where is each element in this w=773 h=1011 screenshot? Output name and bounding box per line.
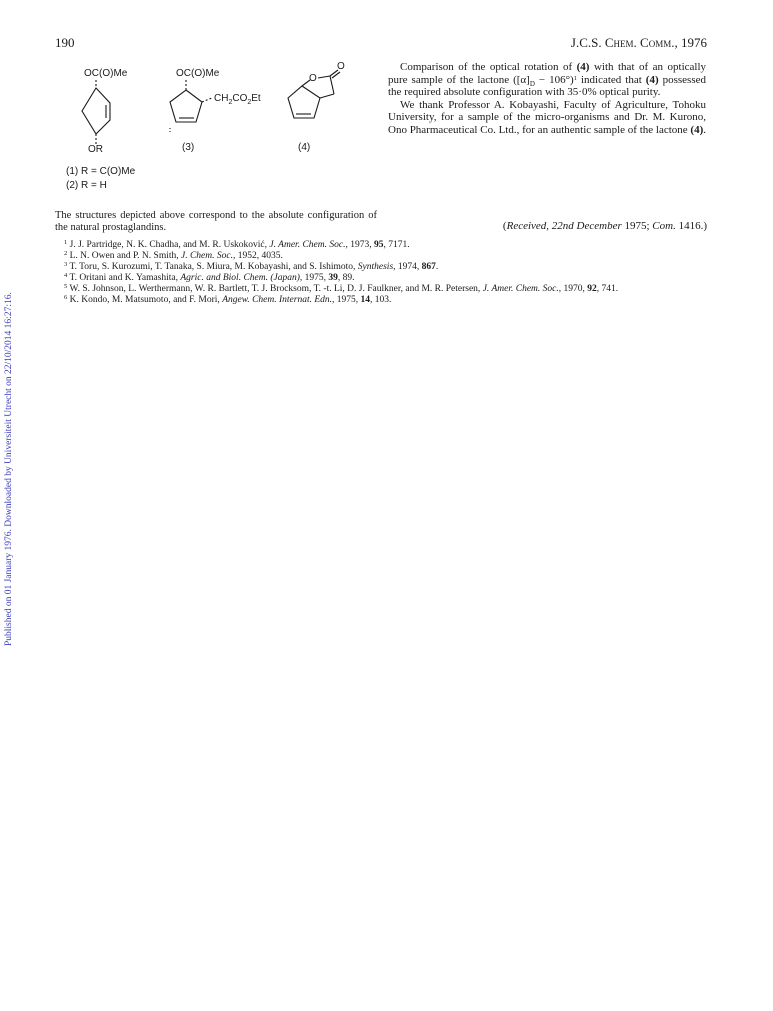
reference-year: , 1975, bbox=[332, 295, 361, 305]
side-chain-sub1: 2 bbox=[228, 99, 233, 106]
received-year: 1975; bbox=[621, 220, 653, 232]
compound1-ester-label: OC(O)Me bbox=[84, 68, 128, 79]
p1-compound-ref-a: (4) bbox=[576, 61, 590, 73]
compound4-ring-oxygen: O bbox=[309, 73, 317, 84]
compound4-cyclopentene bbox=[288, 86, 320, 118]
reference-authors: T. Oritani and K. Yamashita, bbox=[69, 273, 181, 283]
reference-item bbox=[55, 284, 707, 295]
reference-number: 1 bbox=[64, 239, 68, 246]
reference-item bbox=[55, 295, 707, 306]
reference-year: , 1974, bbox=[393, 262, 422, 272]
reference-journal: J. Amer. Chem. Soc. bbox=[269, 240, 346, 250]
side-chain-suffix: Et bbox=[251, 93, 261, 104]
reference-number: 3 bbox=[64, 261, 68, 268]
compound4-carbonyl-bond-b bbox=[332, 72, 340, 78]
compound4-carbonyl-oxygen: O bbox=[337, 61, 345, 72]
journal-name: Chem. Comm. bbox=[604, 35, 675, 50]
compound3-side-chain-label bbox=[214, 93, 261, 104]
p1-text-a: Comparison of the optical rotation of bbox=[400, 61, 577, 73]
p2-text-a: We thank Professor A. Kobayashi, Faculty of Agriculture, Tohoku University, for a sample of the micro-organisms and Dr. M. Kurono, Ono Pharmaceutical Co. Ltd., for an authentic sample of the lactone bbox=[388, 98, 706, 136]
reference-number: 2 bbox=[64, 250, 68, 257]
side-chain-middle: CO bbox=[232, 93, 248, 104]
p2-text-b: . bbox=[703, 123, 706, 136]
received-line bbox=[503, 220, 707, 232]
compound3-side-wedge bbox=[202, 98, 212, 102]
side-chain-prefix: CH bbox=[214, 93, 229, 104]
compound4-bond-o-carbonyl bbox=[318, 76, 330, 78]
reference-volume: 39 bbox=[328, 273, 338, 283]
page-number: 190 bbox=[55, 35, 75, 50]
compound1-or-label: OR bbox=[88, 144, 103, 155]
com-number: 1416.) bbox=[675, 220, 707, 232]
reference-authors: T. Toru, S. Kurozumi, T. Tanaka, S. Miura, M. Kobayashi, and S. Ishimoto, bbox=[69, 262, 358, 272]
reference-year: , 1973, bbox=[345, 240, 374, 250]
reference-item bbox=[55, 262, 707, 273]
paragraph-acknowledgements bbox=[388, 99, 706, 137]
p1-text-c: − 106°) bbox=[534, 73, 574, 86]
reference-pages: 4035. bbox=[261, 251, 283, 261]
p2-compound-ref: (4) bbox=[690, 123, 704, 136]
reference-journal: Agric. and Biol. Chem. (Japan) bbox=[180, 273, 300, 283]
journal-prefix: J.C.S. bbox=[570, 35, 605, 50]
compound3-ring bbox=[170, 90, 202, 122]
reference-number: 4 bbox=[64, 272, 68, 279]
reference-item bbox=[55, 240, 707, 251]
download-watermark-text: Published on 01 January 1976. Downloaded by Universiteit Utrecht on 22/10/2014 16:27:16. bbox=[4, 292, 14, 646]
p1-subscript-d: D bbox=[529, 79, 535, 88]
reference-journal: Synthesis bbox=[357, 262, 394, 272]
p1-text-d: indicated that bbox=[576, 73, 646, 86]
reference-volume: 14 bbox=[360, 295, 371, 305]
download-watermark bbox=[4, 206, 18, 646]
received-date: Received, 22nd December bbox=[506, 220, 622, 232]
com-label: Com. bbox=[652, 220, 676, 232]
paragraph-optical-rotation bbox=[388, 61, 706, 99]
figure-caption: The structures depicted above correspond to the absolute configuration of the natural prostaglandins. bbox=[55, 210, 377, 233]
compound4-bond-carbonyl-ch2 bbox=[330, 76, 334, 94]
journal-header bbox=[571, 35, 707, 51]
side-chain-sub2: 2 bbox=[247, 99, 252, 106]
reference-item bbox=[55, 273, 707, 284]
reference-journal: Angew. Chem. Internat. Edn. bbox=[222, 295, 333, 305]
reference-pages: , 741. bbox=[596, 284, 619, 294]
reference-volume: 95 bbox=[373, 240, 384, 250]
reference-authors: K. Kondo, M. Matsumoto, and F. Mori, bbox=[69, 295, 223, 305]
reference-journal: J. Chem. Soc. bbox=[181, 251, 233, 261]
reference-pages: . bbox=[435, 262, 439, 272]
reference-item bbox=[55, 251, 707, 262]
received-open: ( bbox=[502, 220, 507, 232]
reference-volume: 92 bbox=[587, 284, 597, 294]
legend-compound-2: (2) R = H bbox=[66, 180, 107, 191]
p1-text-e: possessed the required absolute configuration with 35·0% optical purity. bbox=[388, 73, 707, 99]
right-column-text bbox=[388, 61, 706, 137]
compound4-bond-ch2-ring bbox=[320, 94, 334, 98]
references-list bbox=[55, 240, 707, 306]
reference-volume: 867 bbox=[421, 262, 436, 272]
reference-year: , 1975, bbox=[299, 273, 329, 283]
reference-year: , 1970, bbox=[558, 284, 588, 294]
compound3-number-label: (3) bbox=[182, 142, 195, 153]
reference-journal: J. Amer. Chem. Soc. bbox=[482, 284, 559, 294]
reference-number: 6 bbox=[64, 294, 68, 301]
p1-text-b: with that of an optically pure sample of the lactone ([α] bbox=[388, 61, 707, 86]
legend-compound-1: (1) R = C(O)Me bbox=[66, 166, 136, 177]
journal-year: , 1976 bbox=[674, 35, 707, 50]
reference-authors: J. J. Partridge, N. K. Chadha, and M. R. Uskoković, bbox=[69, 240, 270, 250]
reference-year: , 1952, bbox=[232, 251, 262, 261]
compound3-ester-label: OC(O)Me bbox=[176, 68, 220, 79]
reference-number: 5 bbox=[64, 283, 68, 290]
reference-pages: , 7171. bbox=[383, 240, 410, 250]
p1-ref-superscript: 1 bbox=[573, 74, 577, 82]
reference-authors: W. S. Johnson, L. Werthermann, W. R. Bartlett, T. J. Brocksom, T. -t. Li, D. J. Faulkner, and M. R. Petersen, bbox=[69, 284, 483, 294]
p1-compound-ref-b: (4) bbox=[645, 73, 659, 86]
reference-pages: , 89. bbox=[337, 273, 355, 283]
reference-pages: , 103. bbox=[370, 295, 392, 305]
compound4-number-label: (4) bbox=[298, 142, 311, 153]
reference-authors: L. N. Owen and P. N. Smith, bbox=[69, 251, 181, 261]
chemical-structures-figure bbox=[58, 58, 378, 208]
